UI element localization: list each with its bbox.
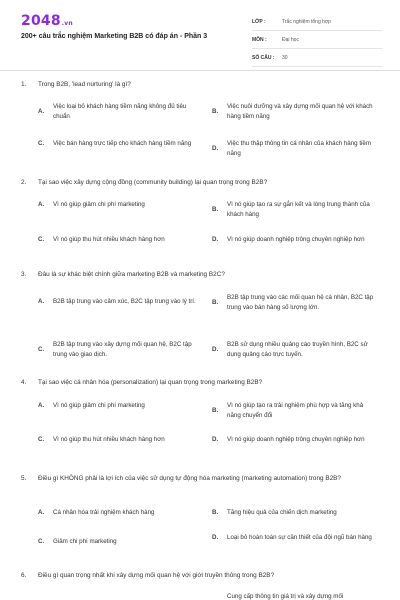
question-2-option-c[interactable] [38,235,201,245]
option-text: Việc thu thập thông tin cá nhân của khách hàng tiềm năng [227,140,372,157]
meta-value: Trắc nghiệm tổng hợp [282,18,331,25]
question-number: 6. [21,572,27,579]
option-letter: B. [212,107,219,115]
option-text: B2B tập trung vào các mối quan hệ cá nhân, B2C tập trung vào bán hàng số lượng lớn. [227,294,374,311]
question-4-option-b[interactable] [212,401,377,420]
option-letter: D. [212,345,219,353]
option-text: B2B tập trung vào cảm xúc, B2C tập trung vào lý trí. [53,298,196,305]
question-1-option-b[interactable] [212,102,377,121]
site-logo[interactable] [21,13,73,29]
meta-key: SỐ CÂU : [252,54,275,61]
question-4-stem [21,378,381,387]
option-letter: D. [212,144,219,152]
option-text: Loại bỏ hoàn toàn sự cần thiết của đội ngũ bán hàng [227,534,372,541]
question-3-option-c[interactable] [38,340,201,359]
option-letter: A. [38,201,45,208]
question-2-option-b[interactable] [212,200,377,219]
option-text: Vì nó giúp thu hút nhiều khách hàng hơn [53,436,165,443]
option-text: Vì nó giúp giảm chi phí marketing [53,402,145,409]
option-letter: B. [212,205,219,213]
option-letter: C. [38,538,45,545]
option-text: B2B sử dụng nhiều quảng cáo truyền hình, B2C sử dụng quảng cáo trực tuyến. [227,341,368,358]
option-letter: B. [212,509,219,516]
question-number: 4. [21,379,27,386]
meta-table [252,13,382,67]
option-text: Việc loại bỏ khách hàng tiềm năng không đủ tiêu chuẩn [53,103,187,120]
question-5-stem [21,474,381,483]
meta-row-count [252,49,382,67]
question-text: Tại sao việc xây dựng cộng đồng (community building) lại quan trọng trong B2B? [38,179,268,186]
question-text: Trong B2B, 'lead nurturing' là gì? [38,81,131,88]
option-letter: D. [212,236,219,243]
question-6-stem [21,571,381,580]
question-3-stem [21,270,381,279]
meta-row-class [252,13,382,31]
question-2-stem [21,178,381,187]
option-letter: C. [38,140,45,147]
question-2-option-d[interactable] [212,235,377,245]
question-5-option-a[interactable] [38,508,201,518]
question-3-option-d[interactable] [212,340,377,359]
question-1-option-d[interactable] [212,139,377,158]
option-text: B2B tập trung vào xây dựng mối quan hệ, B2C tập trung vào giao dịch. [53,341,192,358]
option-text: Giảm chi phí marketing [53,538,117,545]
question-number: 2. [21,179,27,186]
question-1-option-c[interactable] [38,139,201,149]
question-1-option-a[interactable] [38,102,201,121]
option-text: Vì nó giúp tạo ra sự gắn kết và lòng trung thành của khách hàng [227,201,370,218]
question-text: Tại sao việc cá nhân hóa (personalization) lại quan trọng trong marketing B2B? [38,379,263,386]
option-text: Cung cấp thông tin giá trị và xây dựng mối [227,593,344,600]
question-3-option-a[interactable] [38,297,201,307]
question-3-option-b[interactable] [212,293,377,312]
option-letter: D. [212,534,219,541]
meta-row-subject [252,31,382,49]
question-5-option-d[interactable] [212,533,377,543]
option-letter: A. [38,509,45,516]
logo-text: 2048 [21,13,61,29]
question-1-stem [21,80,381,89]
option-letter: C. [38,236,45,243]
option-text: Vì nó giúp doanh nghiệp trông chuyên nghiệp hơn [227,236,365,243]
document-header [0,0,400,71]
option-letter: A. [38,402,45,409]
option-letter: B. [212,406,219,414]
option-text: Vì nó giúp thu hút nhiều khách hàng hơn [53,236,165,243]
option-letter: B. [212,298,219,306]
question-text: Điều gì KHÔNG phải là lợi ích của việc sử dụng tự động hóa marketing (marketing automation) trong B2B? [38,475,341,482]
option-text: Việc bán hàng trực tiếp cho khách hàng tiềm năng [53,140,192,147]
option-text: Vì nó giúp doanh nghiệp trông chuyên nghiệp hơn [227,436,365,443]
meta-key: LỚP : [252,18,266,25]
question-4-option-d[interactable] [212,435,377,445]
question-2-option-a[interactable] [38,200,201,210]
question-6-option-b[interactable] [227,592,377,600]
option-text: Vì nó giúp giảm chi phí marketing [53,201,145,208]
option-letter: D. [212,436,219,443]
option-text: Cá nhân hóa trải nghiệm khách hàng [53,509,155,516]
question-5-option-b[interactable] [212,508,377,518]
option-text: Việc nuôi dưỡng và xây dựng mối quan hệ với khách hàng tiềm năng [227,103,373,120]
document-title: 200+ câu trắc nghiệm Marketing B2B có đáp án - Phần 3 [21,33,208,40]
option-letter: A. [38,298,45,305]
question-number: 5. [21,475,27,482]
question-number: 3. [21,271,27,278]
question-number: 1. [21,81,27,88]
option-letter: C. [38,345,45,353]
question-text: Đâu là sự khác biệt chính giữa marketing B2B và marketing B2C? [38,271,225,278]
question-text: Điều gì quan trọng nhất khi xây dựng mối quan hệ với giới truyền thông trong B2B? [38,572,275,579]
meta-value: 30 [282,54,288,61]
question-5-option-c[interactable] [38,537,201,547]
option-text: Vì nó giúp tạo ra trải nghiệm phù hợp và tăng khả năng chuyển đổi [227,402,364,419]
option-letter: A. [38,107,45,115]
meta-value: Đại học [282,36,299,43]
meta-key: MÔN : [252,36,267,43]
option-letter: C. [38,436,45,443]
logo-domain: .vn [61,20,73,27]
option-text: Tăng hiệu quả của chiến dịch marketing [227,509,337,516]
question-4-option-a[interactable] [38,401,201,411]
question-4-option-c[interactable] [38,435,201,445]
